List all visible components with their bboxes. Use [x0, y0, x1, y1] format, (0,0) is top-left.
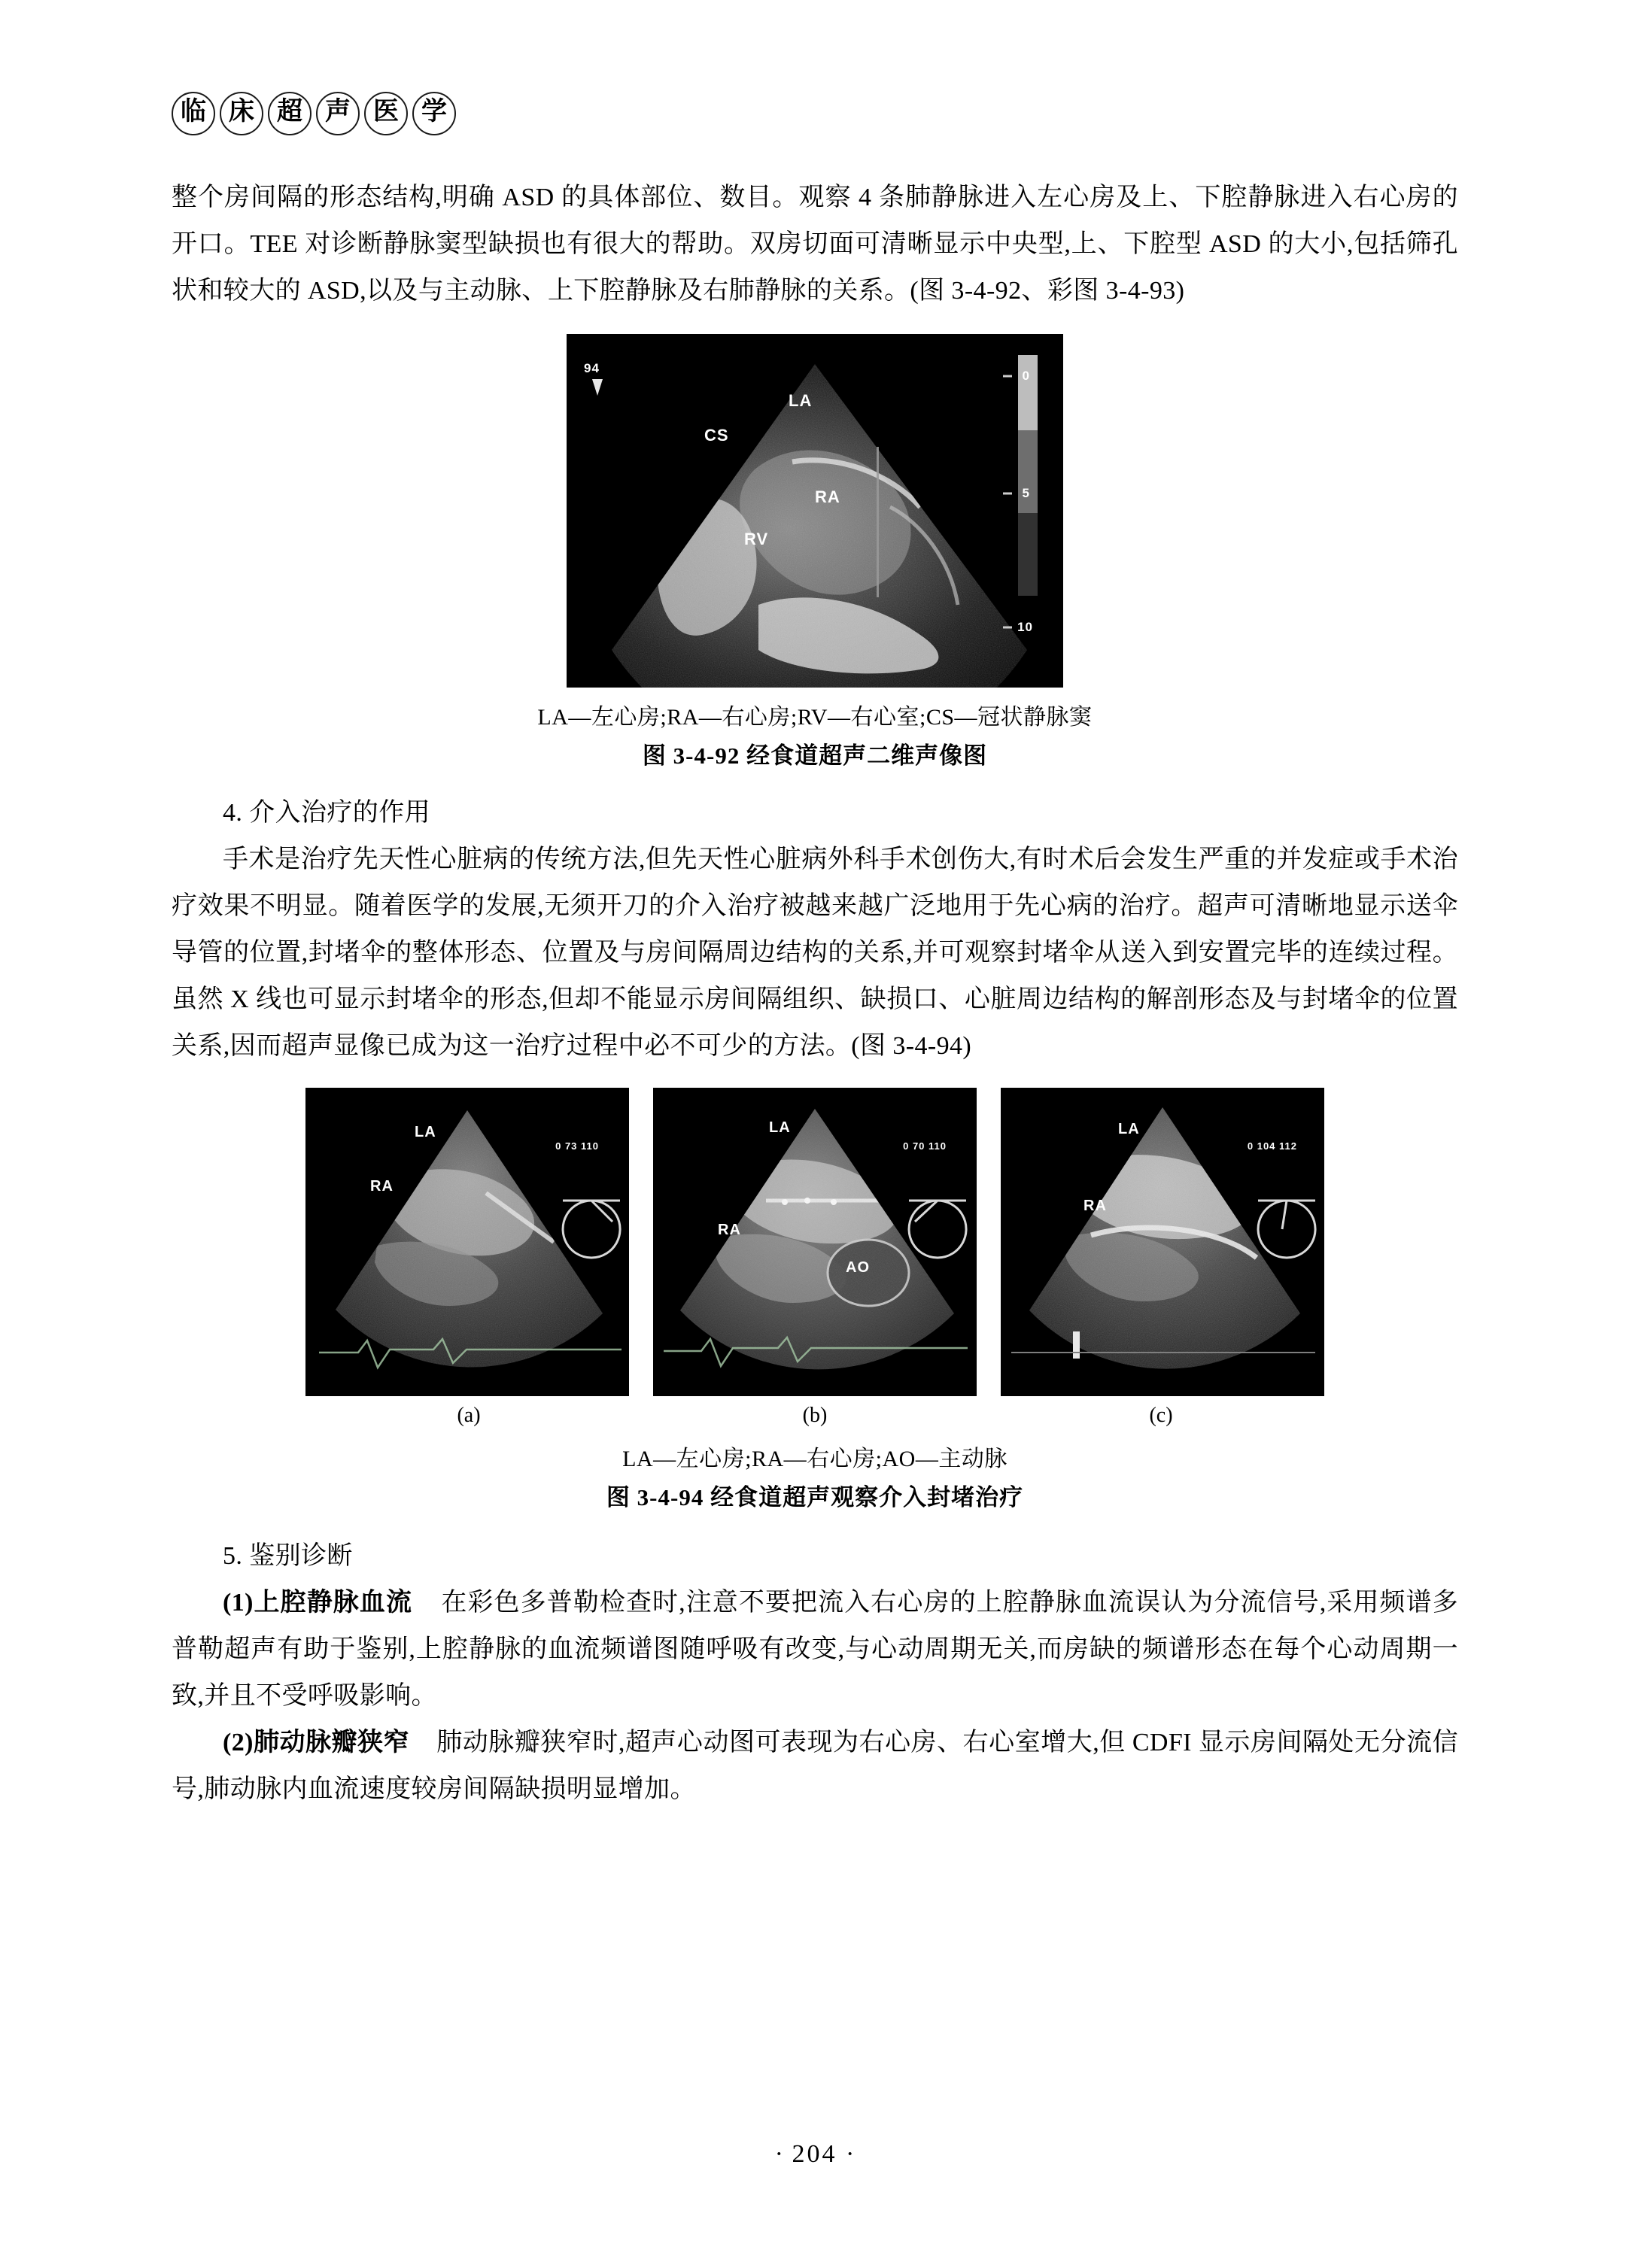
- ultrasound-panel-c: [1001, 1088, 1324, 1396]
- sublabel-b: (b): [802, 1404, 828, 1427]
- figure-92-title: 图 3-4-92 经食道超声二维声像图: [642, 742, 988, 769]
- panel-a-readout: 0 73 110: [555, 1140, 599, 1152]
- ultrasound-panel-b: [653, 1088, 977, 1396]
- section-heading-4: 4. 介入治疗的作用: [223, 799, 430, 827]
- figure-3-4-92: [172, 334, 1458, 773]
- overlay-text-5: 5: [1022, 486, 1030, 500]
- ultrasound-label-rv: RV: [744, 530, 769, 548]
- term-svc-flow: (1)上腔静脉血流: [223, 1589, 413, 1617]
- panel-b-readout: 0 70 110: [903, 1140, 947, 1152]
- ultrasound-graphic-c: [1001, 1088, 1324, 1396]
- ultrasound-panel-a: [305, 1088, 629, 1396]
- figure-94-key: LA—左心房;RA—右心房;AO—主动脉: [622, 1447, 1007, 1471]
- overlay-text-10: 10: [1017, 620, 1033, 634]
- panel-c-label-ra: RA: [1083, 1198, 1107, 1214]
- running-head-char: 超: [268, 92, 312, 135]
- running-head-char: 床: [220, 92, 263, 135]
- ultrasound-image-tee-2d: [567, 334, 1063, 688]
- paragraph-svc-flow-text: 在彩色多普勒检查时,注意不要把流入右心房的上腔静脉血流误认为分流信号,采用频谱多普勒超声有助于鉴别,上腔静脉的血流频谱图随呼吸有改变,与心动周期无关,而房缺的频谱形态在每个心动周期一致,并且不受呼吸影响。: [172, 1589, 1459, 1710]
- figure-94-sublabels: [296, 1404, 1334, 1428]
- panel-a-label-ra: RA: [370, 1178, 394, 1195]
- sublabel-c: (c): [1149, 1404, 1173, 1427]
- paragraph-interventional-therapy: 手术是治疗先天性心脏病的传统方法,但先天性心脏病外科手术创伤大,有时术后会发生严重的并发症或手术治疗效果不明显。随着医学的发展,无须开刀的介入治疗被越来越广泛地用于先心病的治疗。超声可清晰地显示送伞导管的位置,封堵伞的整体形态、位置及与房间隔周边结构的关系,并可观察封堵伞从送入到安置完毕的连续过程。虽然 X 线也可显示封堵伞的形态,但却不能显示房间隔组织、缺损口、心脏周边结构的解剖形态及与封堵伞的位置关系,因而超声显像已成为这一治疗过程中必不可少的方法。(图 3-4-94): [172, 846, 1458, 1060]
- panel-a-label-la: LA: [415, 1124, 436, 1140]
- sublabel-a: (a): [457, 1404, 481, 1427]
- overlay-text-94: 94: [584, 361, 600, 375]
- overlay-text-0: 0: [1022, 369, 1030, 383]
- ultrasound-graphic-b: [653, 1088, 977, 1396]
- page-number: 204: [792, 2140, 837, 2168]
- page-content: [172, 175, 1458, 1813]
- term-pulmonary-stenosis: (2)肺动脉瓣狭窄: [223, 1729, 410, 1756]
- figure-94-title: 图 3-4-94 经食道超声观察介入封堵治疗: [606, 1484, 1024, 1510]
- ultrasound-graphic: [567, 334, 1063, 688]
- paragraph-asd-morphology: 整个房间隔的形态结构,明确 ASD 的具体部位、数目。观察 4 条肺静脉进入左心房及上、下腔静脉进入右心房的开口。TEE 对诊断静脉窦型缺损也有很大的帮助。双房切面可清晰显示中央型,上、下腔型 ASD 的大小,包括筛孔状和较大的 ASD,以及与主动脉、上下腔静脉及右肺静脉的关系。(图 3-4-92、彩图 3-4-93): [172, 184, 1458, 305]
- running-head: [172, 92, 456, 135]
- panel-b-label-ao: AO: [846, 1259, 870, 1276]
- section-heading-5: 5. 鉴别诊断: [223, 1542, 353, 1570]
- folio-dot-right: ·: [846, 2140, 855, 2168]
- panel-b-label-ra: RA: [718, 1222, 741, 1238]
- figure-3-4-94: [172, 1088, 1458, 1515]
- ultrasound-label-la: LA: [789, 391, 813, 410]
- panel-c-readout: 0 104 112: [1247, 1140, 1297, 1152]
- paragraph-pulmonary-stenosis: [172, 1720, 1458, 1813]
- figure-94-panel-row: [305, 1088, 1324, 1396]
- figure-92-key: LA—左心房;RA—右心房;RV—右心室;CS—冠状静脉窦: [537, 705, 1093, 730]
- paragraph-pulmonary-stenosis-text: 肺动脉瓣狭窄时,超声心动图可表现为右心房、右心室增大,但 CDFI 显示房间隔处无分流信号,肺动脉内血流速度较房间隔缺损明显增加。: [172, 1729, 1459, 1803]
- ultrasound-label-cs: CS: [704, 426, 729, 445]
- ultrasound-label-ra: RA: [815, 487, 840, 506]
- panel-c-label-la: LA: [1118, 1121, 1140, 1137]
- paragraph-svc-flow: [172, 1580, 1458, 1720]
- page-footer: [0, 2140, 1629, 2169]
- running-head-char: 医: [364, 92, 408, 135]
- ultrasound-graphic-a: [305, 1088, 629, 1396]
- panel-b-label-la: LA: [769, 1119, 791, 1136]
- running-head-char: 临: [172, 92, 215, 135]
- folio-dot-left: ·: [774, 2140, 783, 2168]
- running-head-char: 学: [412, 92, 456, 135]
- running-head-char: 声: [316, 92, 360, 135]
